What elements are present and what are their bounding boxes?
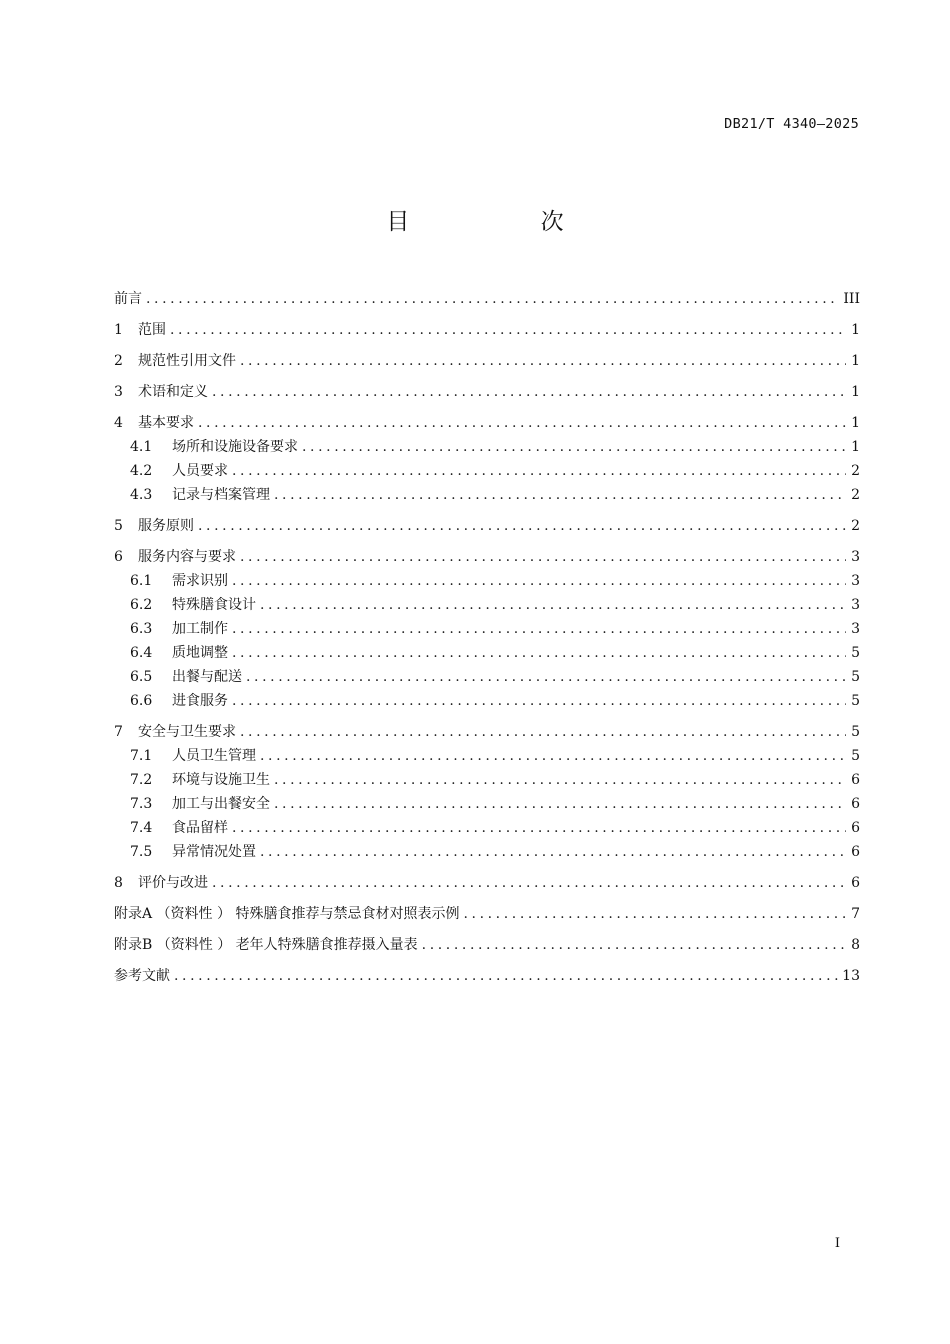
toc-entry[interactable] (114, 934, 860, 958)
toc-leader-dots (232, 693, 846, 709)
toc-entry[interactable] (114, 460, 860, 484)
toc-entry-number: 6.2 (130, 597, 153, 613)
toc-entry-number: 6.5 (130, 669, 153, 685)
toc-leader-dots (232, 573, 846, 589)
toc-entry-number: 6 (114, 549, 123, 565)
toc-entry[interactable] (114, 903, 860, 927)
toc-entry-number: 3 (114, 384, 123, 400)
toc-leader-dots (174, 968, 838, 984)
toc-entry[interactable] (114, 817, 860, 841)
toc-entry-title: 需求识别 (172, 573, 228, 589)
toc-entry-page: 1 (851, 439, 860, 455)
toc-entry-number: 4 (114, 415, 123, 431)
toc-entry-title: 安全与卫生要求 (138, 724, 236, 740)
toc-entry-number: 8 (114, 875, 123, 891)
toc-leader-dots (302, 439, 846, 455)
toc-entry-page: 6 (851, 844, 860, 860)
page-number: I (834, 1236, 840, 1251)
toc-entry-page: 2 (851, 463, 860, 479)
table-of-contents (114, 288, 860, 989)
toc-entry-number: 1 (114, 322, 123, 338)
toc-leader-dots (240, 549, 846, 565)
toc-entry-title: 进食服务 (172, 693, 228, 709)
toc-entry-page: 6 (851, 875, 860, 891)
toc-entry-title: 食品留样 (172, 820, 228, 836)
toc-leader-dots (274, 772, 846, 788)
toc-leader-dots (232, 820, 846, 836)
toc-leader-dots (212, 384, 846, 400)
toc-entry-title: 记录与档案管理 (172, 487, 270, 503)
toc-entry-page: 13 (842, 968, 860, 984)
toc-leader-dots (274, 796, 846, 812)
toc-entry-page: 6 (851, 796, 860, 812)
toc-leader-dots (170, 322, 846, 338)
toc-entry[interactable] (114, 288, 860, 312)
toc-leader-dots (146, 291, 839, 307)
toc-entry[interactable] (114, 515, 860, 539)
toc-entry-page: 2 (851, 518, 860, 534)
toc-entry-page: 3 (851, 573, 860, 589)
toc-entry-page: 5 (851, 693, 860, 709)
toc-entry[interactable] (114, 546, 860, 570)
toc-leader-dots (232, 645, 846, 661)
page-title: 目 次 (386, 209, 626, 235)
toc-entry-page: 2 (851, 487, 860, 503)
toc-entry-title: 场所和设施设备要求 (172, 439, 298, 455)
toc-entry-page: 6 (851, 820, 860, 836)
toc-entry-title: 术语和定义 (138, 384, 208, 400)
toc-entry-page: 5 (851, 724, 860, 740)
toc-entry-page: 5 (851, 645, 860, 661)
toc-entry-title: 环境与设施卫生 (172, 772, 270, 788)
toc-leader-dots (232, 621, 846, 637)
toc-entry-title: 人员要求 (172, 463, 228, 479)
toc-entry-page: 5 (851, 669, 860, 685)
toc-leader-dots (246, 669, 846, 685)
toc-leader-dots (240, 353, 846, 369)
toc-entry-number: 7.5 (130, 844, 153, 860)
toc-entry-number: 7.2 (130, 772, 153, 788)
toc-entry-number: 6.3 (130, 621, 153, 637)
toc-leader-dots (198, 415, 846, 431)
toc-entry-number: 7 (114, 724, 123, 740)
toc-entry-title: 评价与改进 (138, 875, 208, 891)
toc-entry-title: 加工制作 (172, 621, 228, 637)
toc-entry-title: 服务原则 (138, 518, 194, 534)
toc-entry-page: III (843, 291, 860, 307)
toc-entry-page: 1 (851, 322, 860, 338)
toc-entry-title: 前言 (114, 291, 142, 307)
toc-leader-dots (274, 487, 846, 503)
toc-entry-page: 7 (851, 906, 860, 922)
toc-entry-number: 4.2 (130, 463, 153, 479)
toc-entry[interactable] (114, 721, 860, 745)
toc-entry-title: 质地调整 (172, 645, 228, 661)
toc-entry-number: 4.3 (130, 487, 153, 503)
toc-entry[interactable] (114, 769, 860, 793)
toc-entry[interactable] (114, 412, 860, 436)
toc-entry[interactable] (114, 690, 860, 714)
toc-entry-number: 7.4 (130, 820, 153, 836)
toc-entry-page: 1 (851, 384, 860, 400)
toc-entry[interactable] (114, 793, 860, 817)
toc-entry-number: 5 (114, 518, 123, 534)
toc-entry-number: 2 (114, 353, 123, 369)
toc-leader-dots (240, 724, 846, 740)
toc-entry-title: 特殊膳食设计 (172, 597, 256, 613)
toc-entry-title: 附录B （资料性 ） 老年人特殊膳食推荐摄入量表 (114, 937, 418, 953)
toc-entry-number: 7.3 (130, 796, 153, 812)
toc-entry-page: 1 (851, 415, 860, 431)
toc-leader-dots (260, 844, 846, 860)
toc-leader-dots (260, 748, 846, 764)
toc-entry-page: 8 (851, 937, 860, 953)
toc-entry[interactable] (114, 618, 860, 642)
toc-entry-number: 6.6 (130, 693, 153, 709)
toc-entry[interactable] (114, 319, 860, 343)
toc-entry[interactable] (114, 436, 860, 460)
toc-leader-dots (212, 875, 846, 891)
toc-entry-title: 基本要求 (138, 415, 194, 431)
toc-entry[interactable] (114, 965, 860, 989)
toc-entry-page: 3 (851, 597, 860, 613)
toc-leader-dots (463, 906, 846, 922)
toc-entry-title: 异常情况处置 (172, 844, 256, 860)
toc-entry-number: 6.4 (130, 645, 153, 661)
toc-entry[interactable] (114, 666, 860, 690)
toc-entry-number: 7.1 (130, 748, 153, 764)
toc-entry-number: 6.1 (130, 573, 153, 589)
toc-entry-title: 服务内容与要求 (138, 549, 236, 565)
toc-leader-dots (198, 518, 846, 534)
toc-leader-dots (260, 597, 846, 613)
toc-entry[interactable] (114, 872, 860, 896)
toc-entry-title: 加工与出餐安全 (172, 796, 270, 812)
toc-entry[interactable] (114, 594, 860, 618)
toc-entry[interactable] (114, 570, 860, 594)
toc-entry[interactable] (114, 841, 860, 865)
toc-entry[interactable] (114, 484, 860, 508)
toc-entry-number: 4.1 (130, 439, 153, 455)
toc-entry-title: 人员卫生管理 (172, 748, 256, 764)
toc-entry-title: 出餐与配送 (172, 669, 242, 685)
toc-entry-page: 3 (851, 621, 860, 637)
document-number: DB21/T 4340—2025 (724, 116, 859, 132)
toc-entry-page: 1 (851, 353, 860, 369)
toc-entry[interactable] (114, 350, 860, 374)
toc-entry-title: 范围 (138, 322, 166, 338)
toc-entry[interactable] (114, 381, 860, 405)
toc-leader-dots (232, 463, 846, 479)
toc-entry-title: 附录A （资料性 ） 特殊膳食推荐与禁忌食材对照表示例 (114, 906, 460, 922)
toc-leader-dots (422, 937, 846, 953)
toc-entry-page: 3 (851, 549, 860, 565)
toc-entry[interactable] (114, 642, 860, 666)
toc-entry[interactable] (114, 745, 860, 769)
toc-entry-page: 5 (851, 748, 860, 764)
toc-entry-page: 6 (851, 772, 860, 788)
toc-entry-title: 规范性引用文件 (138, 353, 236, 369)
toc-entry-title: 参考文献 (114, 968, 170, 984)
